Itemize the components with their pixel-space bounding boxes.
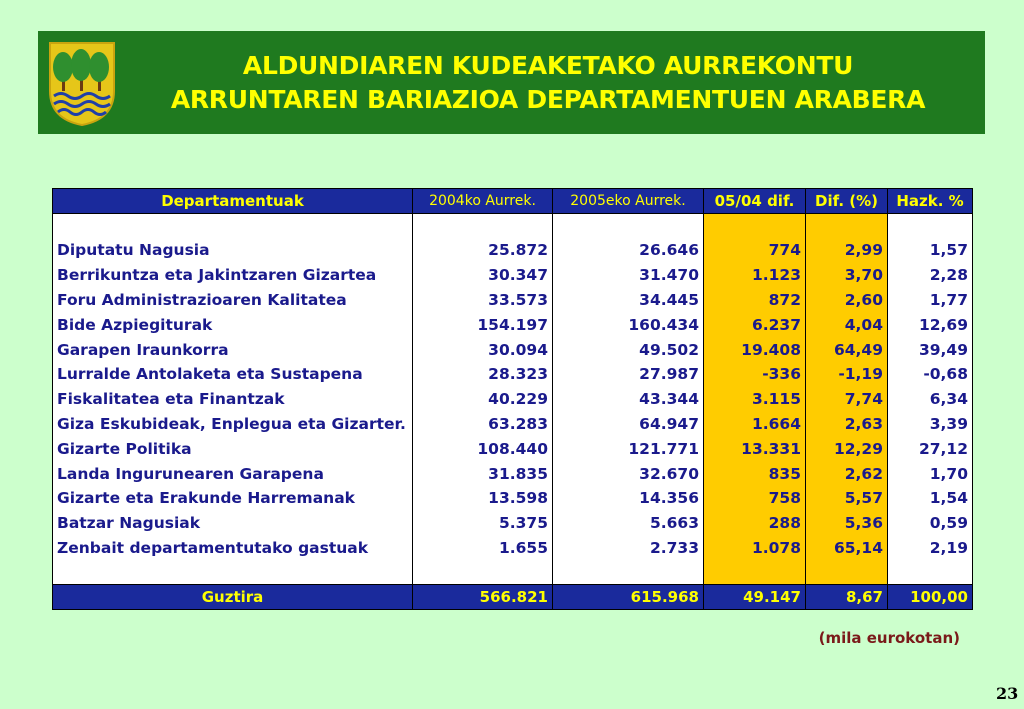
department-name-cell: Diputatu Nagusia (53, 238, 413, 263)
table-row (53, 511, 973, 536)
coat-of-arms-logo (48, 41, 116, 127)
value-cell: 1.078 (704, 536, 806, 561)
value-cell: -0,68 (888, 362, 973, 387)
value-cell: 30.347 (413, 263, 553, 288)
value-cell: 5,57 (806, 486, 888, 511)
department-name-cell: Zenbait departamentutako gastuak (53, 536, 413, 561)
value-cell: 5.375 (413, 511, 553, 536)
table-header-row (53, 189, 973, 214)
total-row (53, 585, 973, 610)
total-value-cell: 100,00 (888, 585, 973, 610)
column-header: Departamentuak (53, 189, 413, 214)
title-line-1: ALDUNDIAREN KUDEAKETAKO AURREKONTU (242, 51, 854, 80)
value-cell: 5,36 (806, 511, 888, 536)
department-name-cell: Garapen Iraunkorra (53, 337, 413, 362)
column-header: 05/04 dif. (704, 189, 806, 214)
value-cell: 12,69 (888, 312, 973, 337)
value-cell: 758 (704, 486, 806, 511)
table-row (53, 263, 973, 288)
column-header: Hazk. % (888, 189, 973, 214)
value-cell: 30.094 (413, 337, 553, 362)
value-cell: 34.445 (553, 288, 704, 313)
value-cell: 27,12 (888, 436, 973, 461)
table-row (53, 436, 973, 461)
department-name-cell: Foru Administrazioaren Kalitatea (53, 288, 413, 313)
value-cell: 39,49 (888, 337, 973, 362)
value-cell: 774 (704, 238, 806, 263)
value-cell: 49.502 (553, 337, 704, 362)
table-row (53, 536, 973, 561)
value-cell: 14.356 (553, 486, 704, 511)
value-cell: 3.115 (704, 387, 806, 412)
value-cell: 2,60 (806, 288, 888, 313)
value-cell: 3,70 (806, 263, 888, 288)
value-cell: 288 (704, 511, 806, 536)
unit-note: (mila eurokotan) (818, 629, 960, 647)
value-cell: 13.331 (704, 436, 806, 461)
title-banner (38, 31, 985, 134)
value-cell: 0,59 (888, 511, 973, 536)
value-cell: 33.573 (413, 288, 553, 313)
value-cell: 12,29 (806, 436, 888, 461)
column-header: 2004ko Aurrek. (413, 189, 553, 214)
department-name-cell: Gizarte eta Erakunde Harremanak (53, 486, 413, 511)
value-cell: 31.470 (553, 263, 704, 288)
value-cell: 3,39 (888, 412, 973, 437)
department-name-cell: Landa Ingurunearen Garapena (53, 461, 413, 486)
budget-table (52, 188, 973, 610)
value-cell: 1.123 (704, 263, 806, 288)
value-cell: 26.646 (553, 238, 704, 263)
value-cell: 1.664 (704, 412, 806, 437)
value-cell: 1.655 (413, 536, 553, 561)
table-row (53, 387, 973, 412)
department-name-cell: Lurralde Antolaketa eta Sustapena (53, 362, 413, 387)
department-name-cell: Batzar Nagusiak (53, 511, 413, 536)
value-cell: -336 (704, 362, 806, 387)
department-name-cell: Giza Eskubideak, Enplegua eta Gizarter. (53, 412, 413, 437)
value-cell: 31.835 (413, 461, 553, 486)
value-cell: 1,57 (888, 238, 973, 263)
value-cell: 2,63 (806, 412, 888, 437)
spacer-row (53, 560, 973, 585)
value-cell: 872 (704, 288, 806, 313)
value-cell: 108.440 (413, 436, 553, 461)
value-cell: 43.344 (553, 387, 704, 412)
column-header: Dif. (%) (806, 189, 888, 214)
value-cell: 65,14 (806, 536, 888, 561)
value-cell: 835 (704, 461, 806, 486)
total-value-cell: 615.968 (553, 585, 704, 610)
department-name-cell: Berrikuntza eta Jakintzaren Gizartea (53, 263, 413, 288)
table-row (53, 312, 973, 337)
table-row (53, 486, 973, 511)
value-cell: 40.229 (413, 387, 553, 412)
value-cell: 6,34 (888, 387, 973, 412)
value-cell: 64.947 (553, 412, 704, 437)
value-cell: 5.663 (553, 511, 704, 536)
value-cell: 63.283 (413, 412, 553, 437)
value-cell: -1,19 (806, 362, 888, 387)
value-cell: 121.771 (553, 436, 704, 461)
table-row (53, 337, 973, 362)
value-cell: 6.237 (704, 312, 806, 337)
total-label-cell: Guztira (53, 585, 413, 610)
table-row (53, 461, 973, 486)
table-row (53, 412, 973, 437)
department-name-cell: Bide Azpiegiturak (53, 312, 413, 337)
value-cell: 64,49 (806, 337, 888, 362)
value-cell: 28.323 (413, 362, 553, 387)
table-row (53, 362, 973, 387)
value-cell: 154.197 (413, 312, 553, 337)
value-cell: 2,99 (806, 238, 888, 263)
table-row (53, 288, 973, 313)
value-cell: 27.987 (553, 362, 704, 387)
value-cell: 2.733 (553, 536, 704, 561)
total-value-cell: 49.147 (704, 585, 806, 610)
table-row (53, 238, 973, 263)
value-cell: 2,62 (806, 461, 888, 486)
value-cell: 4,04 (806, 312, 888, 337)
value-cell: 7,74 (806, 387, 888, 412)
value-cell: 13.598 (413, 486, 553, 511)
total-value-cell: 8,67 (806, 585, 888, 610)
value-cell: 1,77 (888, 288, 973, 313)
department-name-cell: Gizarte Politika (53, 436, 413, 461)
value-cell: 2,19 (888, 536, 973, 561)
value-cell: 25.872 (413, 238, 553, 263)
value-cell: 2,28 (888, 263, 973, 288)
department-name-cell: Fiskalitatea eta Finantzak (53, 387, 413, 412)
page-number: 23 (996, 684, 1019, 703)
value-cell: 1,54 (888, 486, 973, 511)
page-title (118, 49, 978, 117)
total-value-cell: 566.821 (413, 585, 553, 610)
value-cell: 32.670 (553, 461, 704, 486)
spacer-row (53, 214, 973, 239)
value-cell: 160.434 (553, 312, 704, 337)
title-line-2: ARRUNTAREN BARIAZIOA DEPARTAMENTUEN ARABERA (170, 85, 926, 114)
column-header: 2005eko Aurrek. (553, 189, 704, 214)
value-cell: 19.408 (704, 337, 806, 362)
value-cell: 1,70 (888, 461, 973, 486)
